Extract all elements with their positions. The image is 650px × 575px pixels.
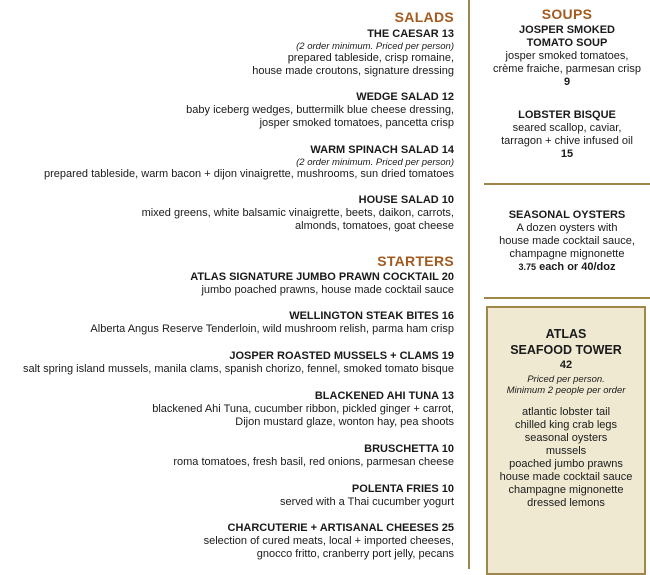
starters-heading: STARTERS bbox=[377, 253, 454, 269]
price-rest: each or 40/doz bbox=[536, 261, 616, 273]
menu-item bbox=[0, 310, 454, 336]
tower-price: 42 bbox=[559, 359, 573, 371]
item-desc: served with a Thai cucumber yogurt bbox=[279, 496, 454, 508]
tower-list bbox=[488, 406, 644, 510]
item-desc: josper smoked tomatoes, bbox=[505, 50, 629, 62]
item-name: WEDGE SALAD 12 bbox=[356, 91, 454, 103]
item-desc: salt spring island mussels, manila clams, spanish chorizo, fennel, smoked tomato bisque bbox=[22, 363, 454, 375]
price-each: 3.75 bbox=[518, 262, 537, 272]
item-name: LOBSTER BISQUE bbox=[518, 109, 616, 121]
item-name: BRUSCHETTA 10 bbox=[364, 443, 454, 455]
menu-item bbox=[0, 483, 454, 509]
item-name: TOMATO SOUP bbox=[526, 37, 608, 49]
item-desc: mixed greens, white balsamic vinaigrette, beets, daikon, carrots, bbox=[141, 207, 454, 219]
item-name: JOSPER ROASTED MUSSELS + CLAMS 19 bbox=[229, 350, 454, 362]
tower-list-item: house made cocktail sauce bbox=[499, 471, 633, 483]
menu-item bbox=[0, 522, 454, 561]
item-desc: seared scallop, caviar, bbox=[512, 122, 622, 134]
tower-list-item: mussels bbox=[545, 445, 587, 457]
menu-item bbox=[0, 443, 454, 469]
tower-list-item: champagne mignonette bbox=[508, 484, 624, 496]
item-name: JOSPER SMOKED bbox=[519, 24, 615, 36]
item-note: (2 order minimum. Priced per person) bbox=[296, 157, 454, 168]
item-note: (2 order minimum. Priced per person) bbox=[296, 41, 454, 52]
menu-item bbox=[0, 144, 454, 181]
item-name: CHARCUTERIE + ARTISANAL CHEESES 25 bbox=[227, 522, 454, 534]
item-name: POLENTA FRIES 10 bbox=[351, 483, 454, 495]
item-desc: almonds, tomatoes, goat cheese bbox=[295, 220, 454, 232]
soups-heading: SOUPS bbox=[541, 6, 593, 22]
item-price: 9 bbox=[563, 76, 571, 88]
item-desc: gnocco fritto, cranberry port jelly, pecans bbox=[256, 548, 454, 560]
menu-item bbox=[0, 350, 454, 376]
item-desc: house made cocktail sauce, bbox=[499, 235, 635, 247]
item-name: SEASONAL OYSTERS bbox=[508, 209, 626, 221]
item-desc: selection of cured meats, local + imported cheeses, bbox=[203, 535, 454, 547]
tower-list-item: chilled king crab legs bbox=[514, 419, 618, 431]
menu-item bbox=[0, 271, 454, 297]
tower-title-line: SEAFOOD TOWER bbox=[510, 343, 622, 357]
menu-item bbox=[0, 390, 454, 429]
item-desc: prepared tableside, crisp romaine, bbox=[287, 52, 454, 64]
item-desc: baby iceberg wedges, buttermilk blue cheese dressing, bbox=[186, 104, 454, 116]
column-divider bbox=[468, 0, 470, 569]
menu-item bbox=[484, 109, 650, 161]
tower-note: Minimum 2 people per order bbox=[506, 385, 626, 396]
tower-list-item: atlantic lobster tail bbox=[521, 406, 611, 418]
item-desc: A dozen oysters with bbox=[516, 222, 618, 234]
item-desc: blackened Ahi Tuna, cucumber ribbon, pickled ginger + carrot, bbox=[152, 403, 454, 415]
menu-item bbox=[0, 91, 454, 130]
tower-list-item: poached jumbo prawns bbox=[509, 458, 623, 470]
oysters-item bbox=[484, 209, 650, 274]
menu-item bbox=[484, 24, 650, 89]
item-desc: crème fraiche, parmesan crisp bbox=[493, 63, 641, 75]
item-desc: prepared tableside, warm bacon + dijon vinaigrette, mushrooms, sun dried tomatoes bbox=[44, 168, 454, 180]
tower-list-item: seasonal oysters bbox=[524, 432, 608, 444]
tower-title-line: ATLAS bbox=[545, 327, 587, 341]
salads-heading: SALADS bbox=[394, 9, 454, 25]
item-desc: Dijon mustard glaze, wonton hay, pea shoots bbox=[235, 416, 454, 428]
item-name: BLACKENED AHI TUNA 13 bbox=[314, 390, 454, 402]
item-desc: house made croutons, signature dressing bbox=[252, 65, 454, 77]
item-desc: jumbo poached prawns, house made cocktail sauce bbox=[201, 284, 454, 296]
section-rule bbox=[484, 297, 650, 299]
item-desc: tarragon + chive infused oil bbox=[501, 135, 633, 147]
item-name: WELLINGTON STEAK BITES 16 bbox=[289, 310, 454, 322]
seafood-tower-box bbox=[486, 306, 646, 575]
item-desc: roma tomatoes, fresh basil, red onions, parmesan cheese bbox=[173, 456, 454, 468]
item-name: WARM SPINACH SALAD 14 bbox=[310, 144, 454, 156]
item-name: ATLAS SIGNATURE JUMBO PRAWN COCKTAIL 20 bbox=[190, 271, 454, 283]
item-name: HOUSE SALAD 10 bbox=[358, 194, 454, 206]
tower-list-item: dressed lemons bbox=[527, 497, 605, 509]
item-price bbox=[484, 261, 650, 274]
item-desc: champagne mignonette bbox=[509, 248, 625, 260]
tower-note: Priced per person. bbox=[527, 374, 605, 385]
item-price: 15 bbox=[560, 148, 574, 160]
item-desc: josper smoked tomatoes, pancetta crisp bbox=[259, 117, 454, 129]
item-name: THE CAESAR 13 bbox=[367, 28, 454, 40]
item-desc: Alberta Angus Reserve Tenderloin, wild mushroom relish, parma ham crisp bbox=[90, 323, 454, 335]
menu-item bbox=[0, 194, 454, 233]
menu-item bbox=[0, 28, 454, 78]
section-rule bbox=[484, 183, 650, 185]
